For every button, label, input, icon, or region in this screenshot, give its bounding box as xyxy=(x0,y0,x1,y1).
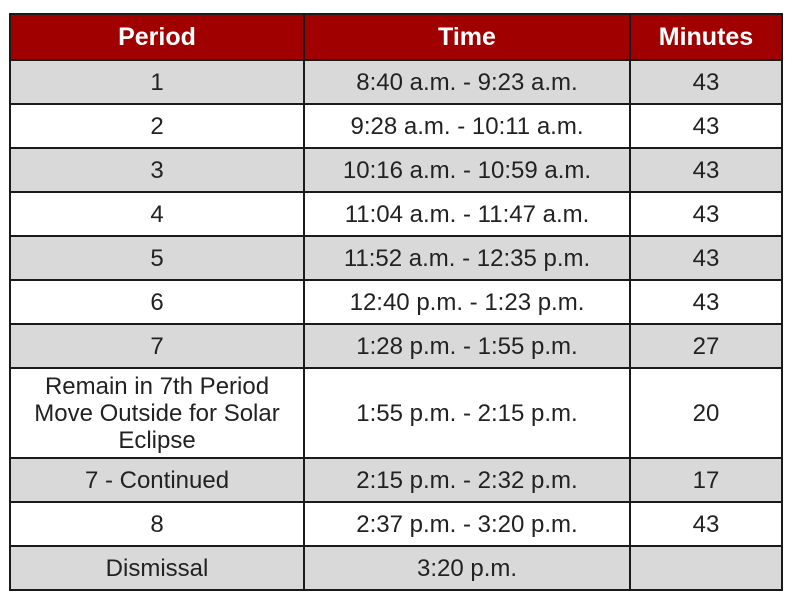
table-row xyxy=(10,148,782,192)
minutes-cell xyxy=(630,546,782,590)
period-line: Eclipse xyxy=(118,426,196,454)
minutes-cell: 20 xyxy=(630,368,782,458)
time-cell: 11:52 a.m. - 12:35 p.m. xyxy=(304,236,630,280)
period-cell: 5 xyxy=(10,236,304,280)
time-cell: 11:04 a.m. - 11:47 a.m. xyxy=(304,192,630,236)
header-row xyxy=(10,14,782,60)
period-cell: 2 xyxy=(10,104,304,148)
period-cell xyxy=(10,368,304,458)
period-cell: 7 xyxy=(10,324,304,368)
minutes-cell: 43 xyxy=(630,192,782,236)
period-line: Move Outside for Solar xyxy=(34,399,280,427)
minutes-cell: 43 xyxy=(630,148,782,192)
table-row xyxy=(10,324,782,368)
time-cell: 12:40 p.m. - 1:23 p.m. xyxy=(304,280,630,324)
period-cell: 7 - Continued xyxy=(10,458,304,502)
table-row xyxy=(10,192,782,236)
header-period: Period xyxy=(10,14,304,60)
minutes-cell: 43 xyxy=(630,236,782,280)
time-cell: 3:20 p.m. xyxy=(304,546,630,590)
table-row xyxy=(10,280,782,324)
bell-schedule-table xyxy=(9,13,783,591)
minutes-cell: 17 xyxy=(630,458,782,502)
table-row xyxy=(10,60,782,104)
table-row xyxy=(10,458,782,502)
minutes-cell: 43 xyxy=(630,60,782,104)
table-row xyxy=(10,368,782,458)
time-cell: 1:28 p.m. - 1:55 p.m. xyxy=(304,324,630,368)
table-row xyxy=(10,104,782,148)
time-cell: 9:28 a.m. - 10:11 a.m. xyxy=(304,104,630,148)
time-cell: 10:16 a.m. - 10:59 a.m. xyxy=(304,148,630,192)
minutes-cell: 43 xyxy=(630,104,782,148)
table-row xyxy=(10,236,782,280)
period-cell: 6 xyxy=(10,280,304,324)
time-cell: 2:15 p.m. - 2:32 p.m. xyxy=(304,458,630,502)
time-cell: 1:55 p.m. - 2:15 p.m. xyxy=(304,368,630,458)
period-cell: 3 xyxy=(10,148,304,192)
time-cell: 2:37 p.m. - 3:20 p.m. xyxy=(304,502,630,546)
period-cell: 1 xyxy=(10,60,304,104)
header-time: Time xyxy=(304,14,630,60)
table-row xyxy=(10,502,782,546)
period-cell: 4 xyxy=(10,192,304,236)
minutes-cell: 27 xyxy=(630,324,782,368)
period-line: Remain in 7th Period xyxy=(44,372,270,400)
time-cell: 8:40 a.m. - 9:23 a.m. xyxy=(304,60,630,104)
minutes-cell: 43 xyxy=(630,280,782,324)
minutes-cell: 43 xyxy=(630,502,782,546)
header-minutes: Minutes xyxy=(630,14,782,60)
period-cell: 8 xyxy=(10,502,304,546)
period-cell: Dismissal xyxy=(10,546,304,590)
table-row xyxy=(10,546,782,590)
